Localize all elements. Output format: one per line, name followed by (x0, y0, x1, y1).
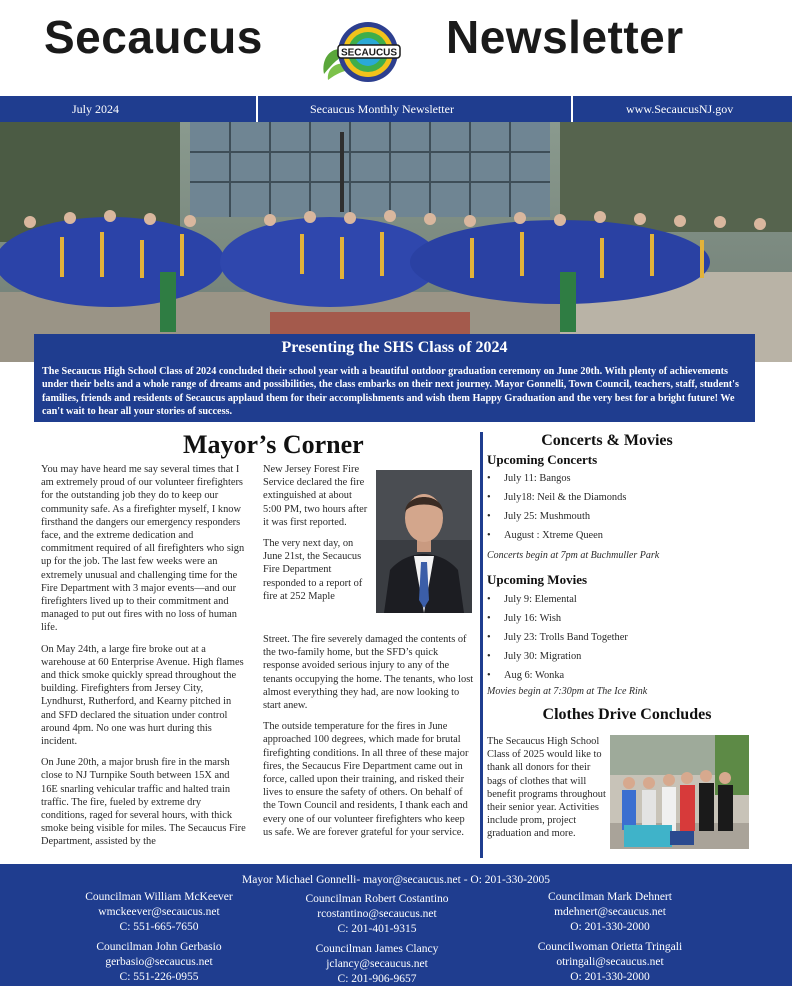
council-contact (54, 890, 264, 935)
council-name: Councilman William McKeever (85, 891, 233, 903)
council-name: Councilman Robert Costantino (305, 893, 449, 905)
council-email[interactable]: mdehnert@secaucus.net (554, 906, 666, 918)
council-contact (272, 892, 482, 937)
movie-item: • July 30: Migration (487, 647, 628, 666)
council-phone: O: 201-330-2000 (570, 921, 650, 933)
article-paragraph: The outside temperature for the fires in June approached 100 degrees, which made for brutal firefighting conditions. In all three of these major fires, the Secaucus Fire Department came out in force, called upon their training, and risked their lives to ensure the safety of others. On behalf of the Town Council and residents, I thank each and every one of our volunteer firefighters who keep us safe. We are forever grateful for your service. (263, 721, 469, 838)
movie-item: • July 23: Trolls Band Together (487, 628, 628, 647)
council-phone: C: 551-226-0955 (119, 971, 199, 983)
concert-item: • July 25: Mushmouth (487, 507, 626, 526)
council-contact (54, 940, 264, 985)
clothes-drive-title: Clothes Drive Concludes (542, 706, 712, 723)
mayors-corner-column-2-bottom (263, 633, 475, 847)
feature-caption-box (34, 334, 755, 422)
movies-list (487, 590, 628, 685)
masthead (0, 0, 792, 95)
council-name: Councilman John Gerbasio (96, 941, 222, 953)
newsletter-subtitle: Secaucus Monthly Newsletter (310, 102, 454, 116)
feature-title: Presenting the SHS Class of 2024 (281, 339, 508, 356)
movie-item: • Aug 6: Wonka (487, 666, 628, 685)
council-contact (505, 940, 715, 985)
council-contact (505, 890, 715, 935)
council-email[interactable]: jclancy@secaucus.net (326, 958, 428, 970)
concerts-movies-title: Concerts & Movies (541, 432, 673, 449)
logo-text: SECAUCUS (340, 47, 398, 59)
clothes-drive-photo (610, 735, 749, 849)
council-name: Councilman Mark Dehnert (548, 891, 672, 903)
clothes-drive-text: The Secaucus High School Class of 2025 would like to thank all donors for their bags of clothes that will benefit programs throughout their senior year. Activities include prom, project graduation and more. (487, 736, 606, 840)
council-contacts-footer (0, 864, 792, 986)
concerts-list (487, 469, 626, 545)
council-phone: O: 201-330-2000 (570, 971, 650, 983)
mayors-corner-title: Mayor’s Corner (183, 430, 364, 459)
council-name: Councilwoman Orietta Tringali (537, 941, 683, 953)
article-paragraph: Street. The fire severely damaged the contents of the two-family home, but the SFD’s quick response avoided serious injury to any of the tenants occupying the home. The tenants, who lost almost everything they had, are now looking to start anew. (263, 634, 474, 712)
issue-date: July 2024 (72, 102, 120, 116)
article-paragraph: New Jersey Forest Fire Service declared the fire extinguished at about 5:00 PM, two hours after it was first reported. (263, 464, 368, 528)
concert-item: • August : Xtreme Queen (487, 526, 626, 545)
movies-note: Movies begin at 7:30pm at The Ice Rink (487, 686, 648, 697)
article-paragraph: On June 20th, a major brush fire in the marsh close to NJ Turnpike South between 15X and 16E snarling vehicular traffic and halted train traffic. The fire, fueled by extreme dry conditions, raged for several hours, with thick smoke being visible for miles. The Secaucus Fire Department, assisted by the (41, 757, 246, 848)
movies-heading: Upcoming Movies (487, 572, 588, 587)
council-contact (272, 942, 482, 986)
article-paragraph: On May 24th, a large fire broke out at a warehouse at 60 Enterprise Avenue. High flames and thick smoke quickly spread throughout the building. Firefighters from Jersey City, Lyndhurst, Rutherford, and Kearny pitched in and SFD declared the situation under control around 4pm. No one was hurt during this incident. (41, 643, 244, 748)
council-email[interactable]: gerbasio@secaucus.net (105, 956, 213, 968)
council-email[interactable]: wmckeever@secaucus.net (98, 906, 220, 918)
column-divider (480, 432, 483, 858)
website-link[interactable]: www.SecaucusNJ.gov (626, 102, 734, 116)
masthead-title-right: Newsletter (446, 11, 684, 63)
council-phone: C: 551-665-7650 (119, 921, 199, 933)
concerts-heading: Upcoming Concerts (487, 452, 598, 467)
movie-item: • July 16: Wish (487, 609, 628, 628)
mayors-corner-column-2-top (263, 463, 371, 611)
feature-text: The Secaucus High School Class of 2024 concluded their school year with a beautiful outdoor graduation ceremony on June 20th. With plenty of achievements under their belts and a whole range of dreams and possibilities, the class embarks on their next journey. Mayor Gonnelli, Town Council, teachers, staff, student's families, friends and residents of Secaucus applaud them for their accomplishments and wish them Happy Graduation and the very best for a bright future! We can't wait to hear all your stories of success. (42, 366, 739, 418)
council-phone: C: 201-906-9657 (337, 973, 417, 985)
concerts-note: Concerts begin at 7pm at Buchmuller Park (487, 550, 660, 561)
council-email[interactable]: rcostantino@secaucus.net (317, 908, 437, 920)
concert-item: • July18: Neil & the Diamonds (487, 488, 626, 507)
mayor-contact-line: Mayor Michael Gonnelli- mayor@secaucus.net - O: 201-330-2005 (242, 874, 550, 886)
article-paragraph: You may have heard me say several times that I am extremely proud of our volunteer firefighters for the outstanding job they do to keep our community safe. As a firefighter myself, I know firsthand the dangers our emergency responders face, and the extreme dedication and commitment required of all firefighters who sign up for the job. The last few weeks were an extremely unusual and challenging time for the Fire Department with 3 major events—and our firefighters lived up to their commitment and managed to put out fires with no loss of human life. (41, 464, 245, 634)
masthead-title-left: Secaucus (44, 11, 263, 63)
info-bar (0, 96, 792, 122)
council-name: Councilman James Clancy (315, 943, 439, 955)
article-paragraph: The very next day, on June 21st, the Secaucus Fire Department responded to a report of fire at 252 Maple (263, 538, 363, 602)
concert-item: • July 11: Bangos (487, 469, 626, 488)
info-bar-divider (256, 96, 258, 122)
secaucus-logo (318, 14, 408, 92)
graduation-photo (0, 122, 792, 362)
council-phone: C: 201-401-9315 (337, 923, 417, 935)
council-email[interactable]: otringali@secaucus.net (556, 956, 664, 968)
info-bar-divider (571, 96, 573, 122)
mayors-corner-column-1 (41, 463, 248, 857)
mayor-portrait (376, 470, 472, 613)
movie-item: • July 9: Elemental (487, 590, 628, 609)
